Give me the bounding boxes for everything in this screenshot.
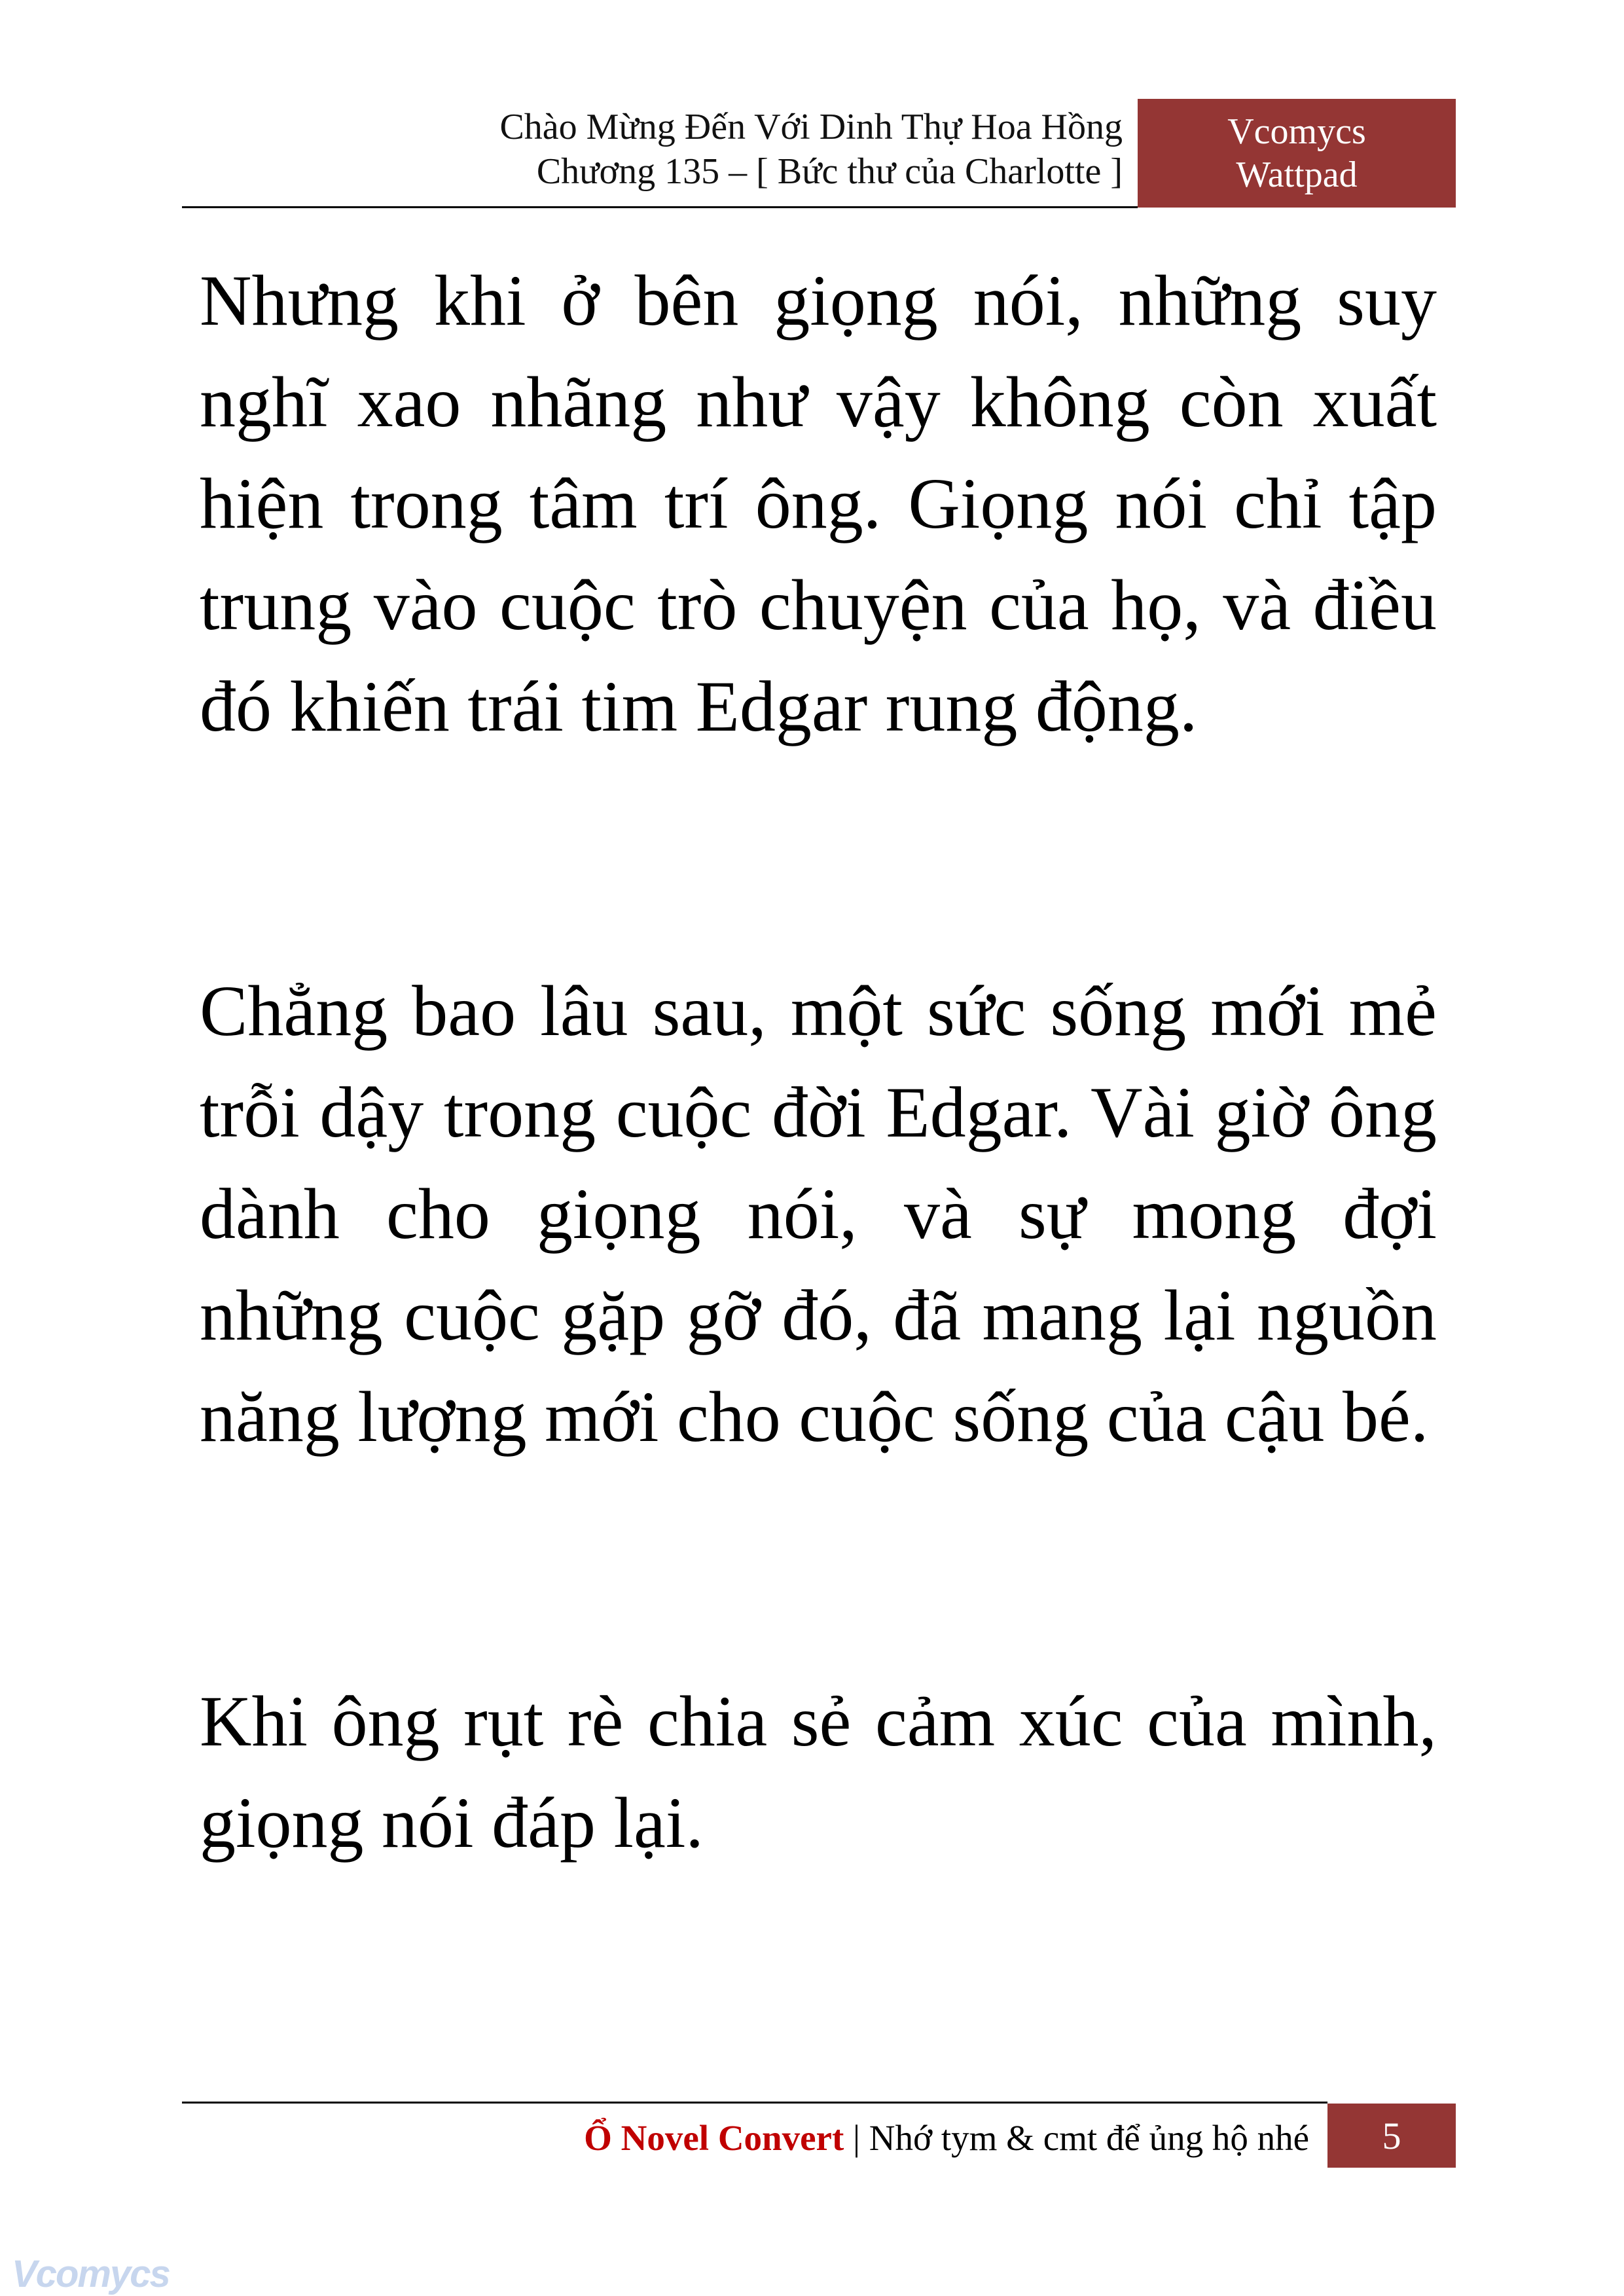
chapter-body [200, 250, 1437, 2077]
footer-divider [182, 2102, 1327, 2104]
running-footer [0, 2112, 1309, 2164]
footer-brand: Ổ Novel Convert [584, 2118, 844, 2158]
source-name: Vcomycs [1227, 111, 1366, 152]
book-title: Chào Mừng Đến Với Dinh Thự Hoa Hồng [499, 107, 1123, 147]
running-header [0, 105, 1123, 194]
paragraph: Khi ông rụt rè chia sẻ cảm xúc của mình, giọng nói đáp lại. [200, 1681, 1437, 1863]
footer-separator: | [844, 2118, 869, 2158]
source-platform: Wattpad [1236, 155, 1358, 195]
paragraph: Nhưng khi ở bên giọng nói, những suy nghĩ xao nhãng như vậy không còn xuất hiện trong tâm trí ông. Giọng nói chỉ tập trung vào cuộc trò chuyện của họ, và điều đó khiến trái tim Edgar rung động. [200, 261, 1437, 746]
header-divider [182, 206, 1138, 208]
page-number: 5 [1327, 2104, 1456, 2168]
source-badge [1138, 99, 1456, 208]
watermark-logo: Vcomycs [12, 2253, 170, 2295]
paragraph: Chẳng bao lâu sau, một sức sống mới mẻ trỗi dậy trong cuộc đời Edgar. Vài giờ ông dành cho giọng nói, và sự mong đợi những cuộc gặp gỡ đó, đã mang lại nguồn năng lượng mới cho cuộc sống của cậu bé. [200, 971, 1437, 1457]
chapter-title: Chương 135 – [ Bức thư của Charlotte ] [536, 151, 1123, 192]
footer-note: Nhớ tym & cmt để ủng hộ nhé [869, 2118, 1309, 2158]
